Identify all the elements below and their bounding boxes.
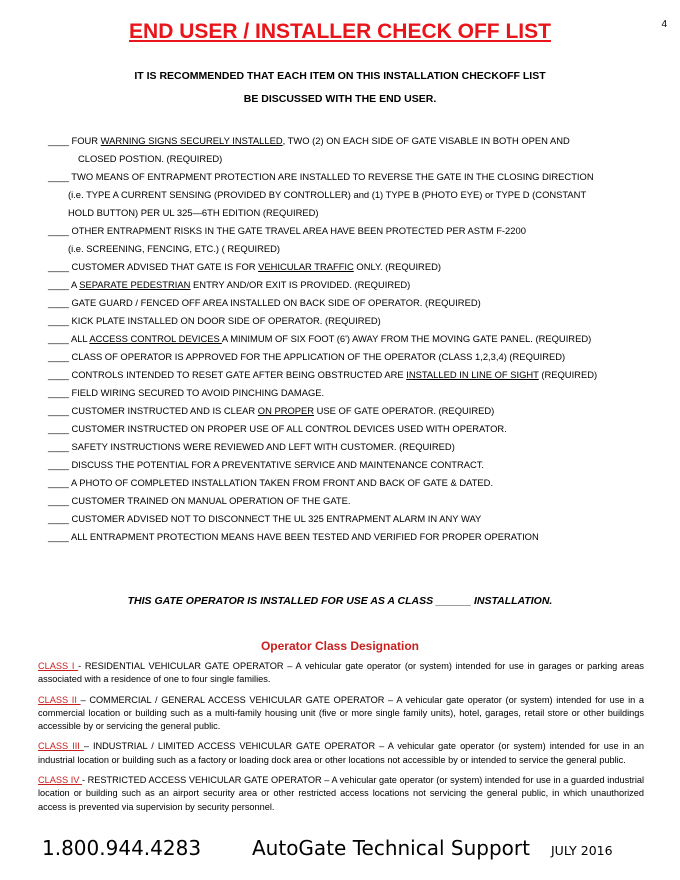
- footer-phone: 1.800.944.4283: [42, 836, 202, 860]
- class-1-label: CLASS I: [38, 661, 79, 671]
- class-4-definition: CLASS IV - RESTRICTED ACCESS VEHICULAR GATE OPERATOR – A vehicular gate operator (or system) intended for use in a guarded industrial location or building such as an airport security area or other restricted access locations not servicing the general public, in which unauthorized access is prevented via supervision by security personnel.: [38, 775, 645, 812]
- class-4-label: CLASS IV: [38, 775, 83, 786]
- checklist-item-customer-instructed: ____ CUSTOMER INSTRUCTED AND IS CLEAR ON PROPER USE OF GATE OPERATOR. (REQUIRED): [48, 405, 495, 416]
- checklist-item-class-approved: ____ CLASS OF OPERATOR IS APPROVED FOR THE APPLICATION OF THE OPERATOR (CLASS 1,2,3,4) (REQUIRED): [48, 351, 566, 362]
- checklist-item-pedestrian-entry: ____ A SEPARATE PEDESTRIAN ENTRY AND/OR EXIT IS PROVIDED. (REQUIRED): [48, 279, 411, 290]
- class-2-definition: CLASS II – COMMERCIAL / GENERAL ACCESS VEHICULAR GATE OPERATOR – A vehicular gate operator (or system) intended for use in a commercial location or building such as a multi-family housing unit (five or more single family units), hotel, garages, retail store or other buildings accessible by or servicing the general public.: [38, 694, 645, 732]
- checklist-item-manual-operation: ____ CUSTOMER TRAINED ON MANUAL OPERATION OF THE GATE.: [48, 495, 351, 506]
- class-3-definition: CLASS III – INDUSTRIAL / LIMITED ACCESS VEHICULAR GATE OPERATOR – A vehicular gate operator (or system) intended for use in an industrial location or building such as a factory or loading dock area or other locations not accessible by or intended to service the general public.: [38, 741, 644, 765]
- checklist-item-entrapment-protection: ____ TWO MEANS OF ENTRAPMENT PROTECTION ARE INSTALLED TO REVERSE THE GATE IN THE CLOSING DIRECTION (i.e. TYPE A CURRENT SENSING (PROVIDED BY CONTROLLER) and (1) TYPE B (PHOTO EYE) or TYPE D (CONSTANT HOLD BUTTON) PER UL 325—6TH EDITION (REQUIRED): [48, 171, 594, 218]
- class-3-label: CLASS III: [38, 741, 84, 752]
- checklist-item-control-devices: ____ CUSTOMER INSTRUCTED ON PROPER USE OF ALL CONTROL DEVICES USED WITH OPERATOR.: [48, 423, 507, 434]
- checklist-item-safety-instructions: ____ SAFETY INSTRUCTIONS WERE REVIEWED AND LEFT WITH CUSTOMER. (REQUIRED): [48, 441, 455, 452]
- checklist-item-alarm: ____ CUSTOMER ADVISED NOT TO DISCONNECT THE UL 325 ENTRAPMENT ALARM IN ANY WAY: [48, 513, 482, 524]
- checklist-item-photo: ____ A PHOTO OF COMPLETED INSTALLATION TAKEN FROM FRONT AND BACK OF GATE & DATED.: [48, 477, 494, 488]
- footer-support: AutoGate Technical Support: [252, 836, 530, 860]
- designation-heading: Operator Class Designation: [260, 639, 420, 653]
- recommendation-line-2: BE DISCUSSED WITH THE END USER.: [243, 93, 437, 105]
- page-number: 4: [661, 19, 667, 30]
- footer-date: JULY 2016: [551, 843, 613, 858]
- checklist-item-vehicular-traffic: ____ CUSTOMER ADVISED THAT GATE IS FOR VEHICULAR TRAFFIC ONLY. (REQUIRED): [48, 261, 441, 272]
- class-1-definition: CLASS I - RESIDENTIAL VEHICULAR GATE OPERATOR – A vehicular gate operator (or system) intended for use in garages or parking areas associated with a residence of one to four single families.: [38, 661, 644, 685]
- checklist: [48, 132, 644, 546]
- checklist-item-other-risks: ____ OTHER ENTRAPMENT RISKS IN THE GATE TRAVEL AREA HAVE BEEN PROTECTED PER ASTM F-2200 (i.e. SCREENING, FENCING, ETC.) ( REQUIRED): [48, 225, 526, 254]
- checklist-item-tested: ____ ALL ENTRAPMENT PROTECTION MEANS HAVE BEEN TESTED AND VERIFIED FOR PROPER OPERATION: [48, 531, 539, 542]
- class-statement: THIS GATE OPERATOR IS INSTALLED FOR USE AS A CLASS ______ INSTALLATION.: [127, 595, 553, 607]
- recommendation-line-1: IT IS RECOMMENDED THAT EACH ITEM ON THIS INSTALLATION CHECKOFF LIST: [134, 70, 546, 82]
- class-definitions: [38, 660, 644, 821]
- page-title: END USER / INSTALLER CHECK OFF LIST: [129, 20, 551, 43]
- checklist-item-access-control: ____ ALL ACCESS CONTROL DEVICES A MINIMUM OF SIX FOOT (6') AWAY FROM THE MOVING GATE PANEL. (REQUIRED): [48, 333, 592, 344]
- checklist-item-field-wiring: ____ FIELD WIRING SECURED TO AVOID PINCHING DAMAGE.: [48, 387, 325, 398]
- checklist-item-kick-plate: ____ KICK PLATE INSTALLED ON DOOR SIDE OF OPERATOR. (REQUIRED): [48, 315, 381, 326]
- checklist-item-line-of-sight: ____ CONTROLS INTENDED TO RESET GATE AFTER BEING OBSTRUCTED ARE INSTALLED IN LINE OF SIGHT (REQUIRED): [48, 369, 598, 380]
- class-2-label: CLASS II: [38, 694, 81, 705]
- checklist-item-gate-guard: ____ GATE GUARD / FENCED OFF AREA INSTALLED ON BACK SIDE OF OPERATOR. (REQUIRED): [48, 297, 481, 308]
- checklist-item-warning-signs: ____ FOUR WARNING SIGNS SECURELY INSTALLED, TWO (2) ON EACH SIDE OF GATE VISABLE IN BOTH OPEN AND CLOSED POSTION. (REQUIRED): [48, 135, 570, 164]
- checklist-item-maintenance: ____ DISCUSS THE POTENTIAL FOR A PREVENTATIVE SERVICE AND MAINTENANCE CONTRACT.: [48, 459, 485, 470]
